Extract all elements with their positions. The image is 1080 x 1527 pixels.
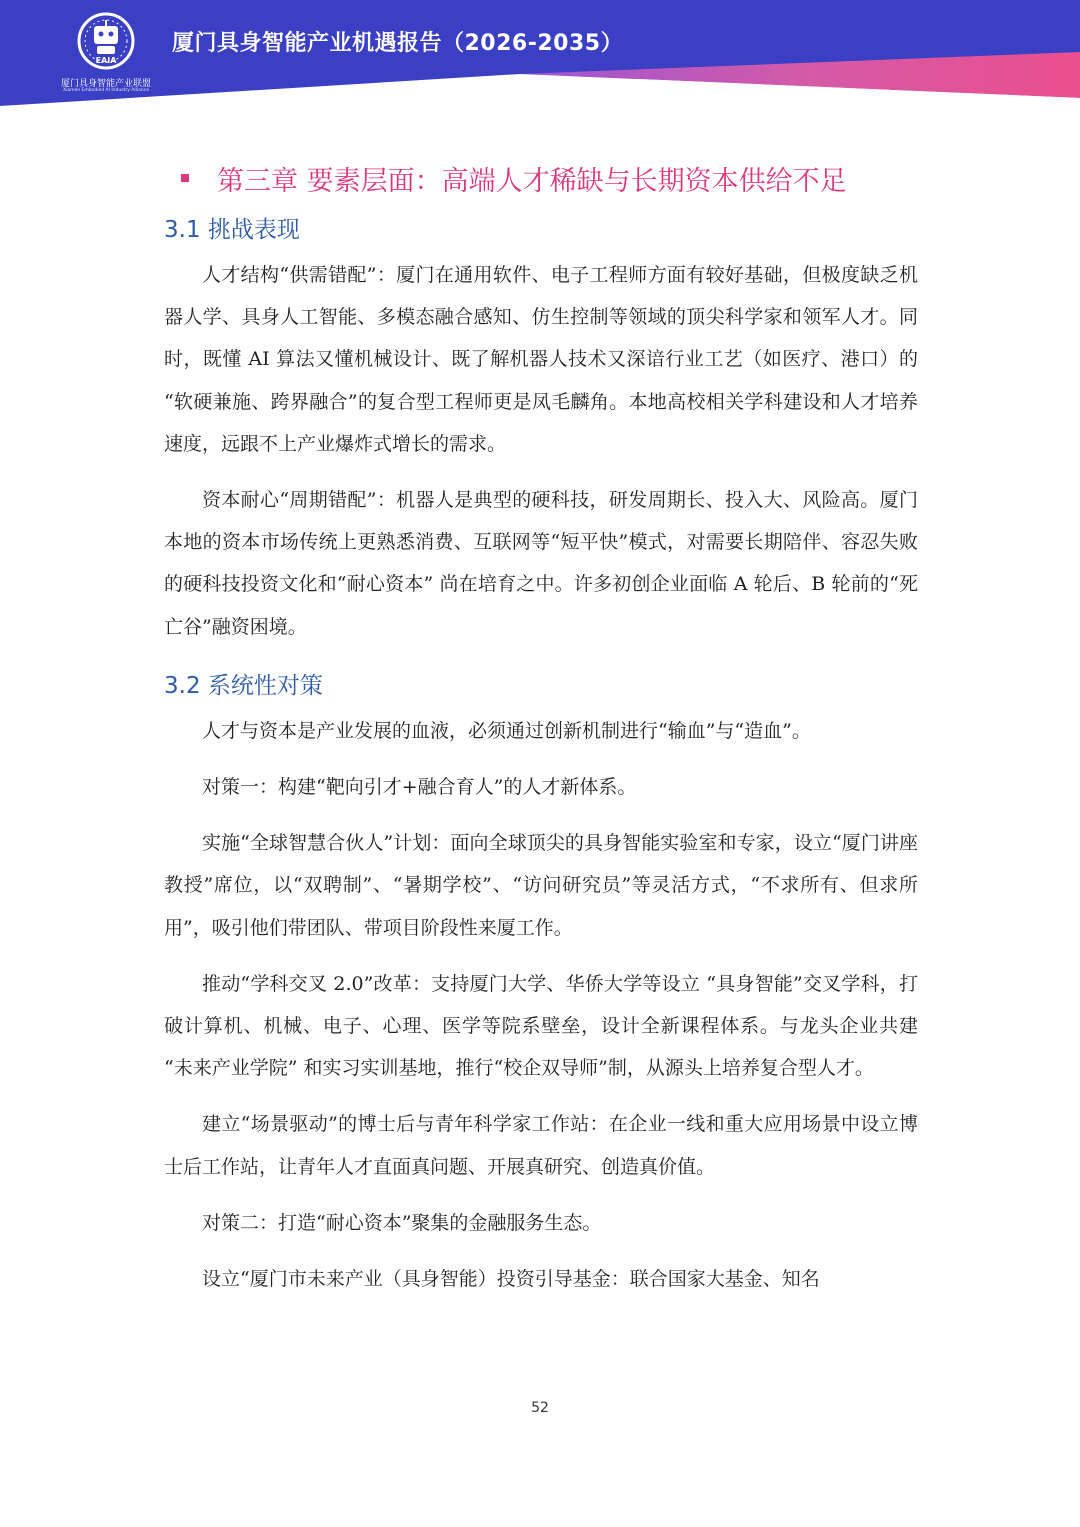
chapter-heading <box>164 150 918 206</box>
report-header <box>0 0 1080 106</box>
page-content <box>164 150 918 1300</box>
robot-logo-icon <box>48 12 164 76</box>
paragraph: 设立“厦门市未来产业（具身智能）投资引导基金：联合国家大基金、知名 <box>202 1268 820 1291</box>
paragraph: 对策一：构建“靶向引才+融合育人”的人才新体系。 <box>202 776 637 799</box>
section-heading: 3.2 系统性对策 <box>164 672 323 699</box>
paragraph: 资本耐心“周期错配”：机器人是典型的硬科技，研发周期长、投入大、风险高。厦门本地的资本市场传统上更熟悉消费、互联网等“短平快”模式，对需要长期陪伴、容忍失败的硬科技投资文化和“耐心资本” 尚在培育之中。许多初创企业面临 A 轮后、B 轮前的“死亡谷”融资困境。 <box>164 489 918 638</box>
report-title: 厦门具身智能产业机遇报告（2026-2035） <box>172 31 624 56</box>
square-bullet-icon <box>181 174 189 182</box>
page-number: 52 <box>531 1400 549 1416</box>
alliance-name: 厦门具身智能产业联盟 <box>60 79 151 89</box>
svg-text:EAIA: EAIA <box>95 56 117 65</box>
paragraph: 推动“学科交叉 2.0”改革：支持厦门大学、华侨大学等设立 “具身智能”交叉学科，打破计算机、机械、电子、心理、医学等院系壁垒，设计全新课程体系。与龙头企业共建 “未来产业学院” 和实习实训基地，推行“校企双导师”制，从源头上培养复合型人才。 <box>164 972 918 1080</box>
paragraph: 人才结构“供需错配”：厦门在通用软件、电子工程师方面有较好基础，但极度缺乏机器人学、具身人工智能、多模态融合感知、仿生控制等领域的顶尖科学家和领军人才。同时，既懂 AI 算法又懂机械设计、既了解机器人技术又深谙行业工艺（如医疗、港口）的 “软硬兼施、跨界融合”的复合型工程师更是凤毛麟角。本地高校相关学科建设和人才培养速度，远跟不上产业爆炸式增长的需求。 <box>164 264 918 455</box>
paragraph: 人才与资本是产业发展的血液，必须通过创新机制进行“输血”与“造血”。 <box>202 719 811 742</box>
paragraph: 实施“全球智慧合伙人”计划：面向全球顶尖的具身智能实验室和专家，设立“厦门讲座教授”席位，以“双聘制”、“暑期学校”、“访问研究员”等灵活方式，“不求所有、但求所用”，吸引他们带团队、带项目阶段性来厦工作。 <box>164 832 918 939</box>
paragraph: 建立“场景驱动”的博士后与青年科学家工作站：在企业一线和重大应用场景中设立博士后工作站，让青年人才直面真问题、开展真研究、创造真价值。 <box>164 1113 918 1178</box>
alliance-english-name: Xiamen Embodied AI Industry Alliance <box>63 88 149 93</box>
section-heading: 3.1 挑战表现 <box>164 217 300 243</box>
paragraph: 对策二：打造“耐心资本”聚集的金融服务生态。 <box>202 1211 602 1234</box>
chapter-title: 第三章 要素层面：高端人才稀缺与长期资本供给不足 <box>217 165 847 197</box>
alliance-logo <box>48 12 164 98</box>
